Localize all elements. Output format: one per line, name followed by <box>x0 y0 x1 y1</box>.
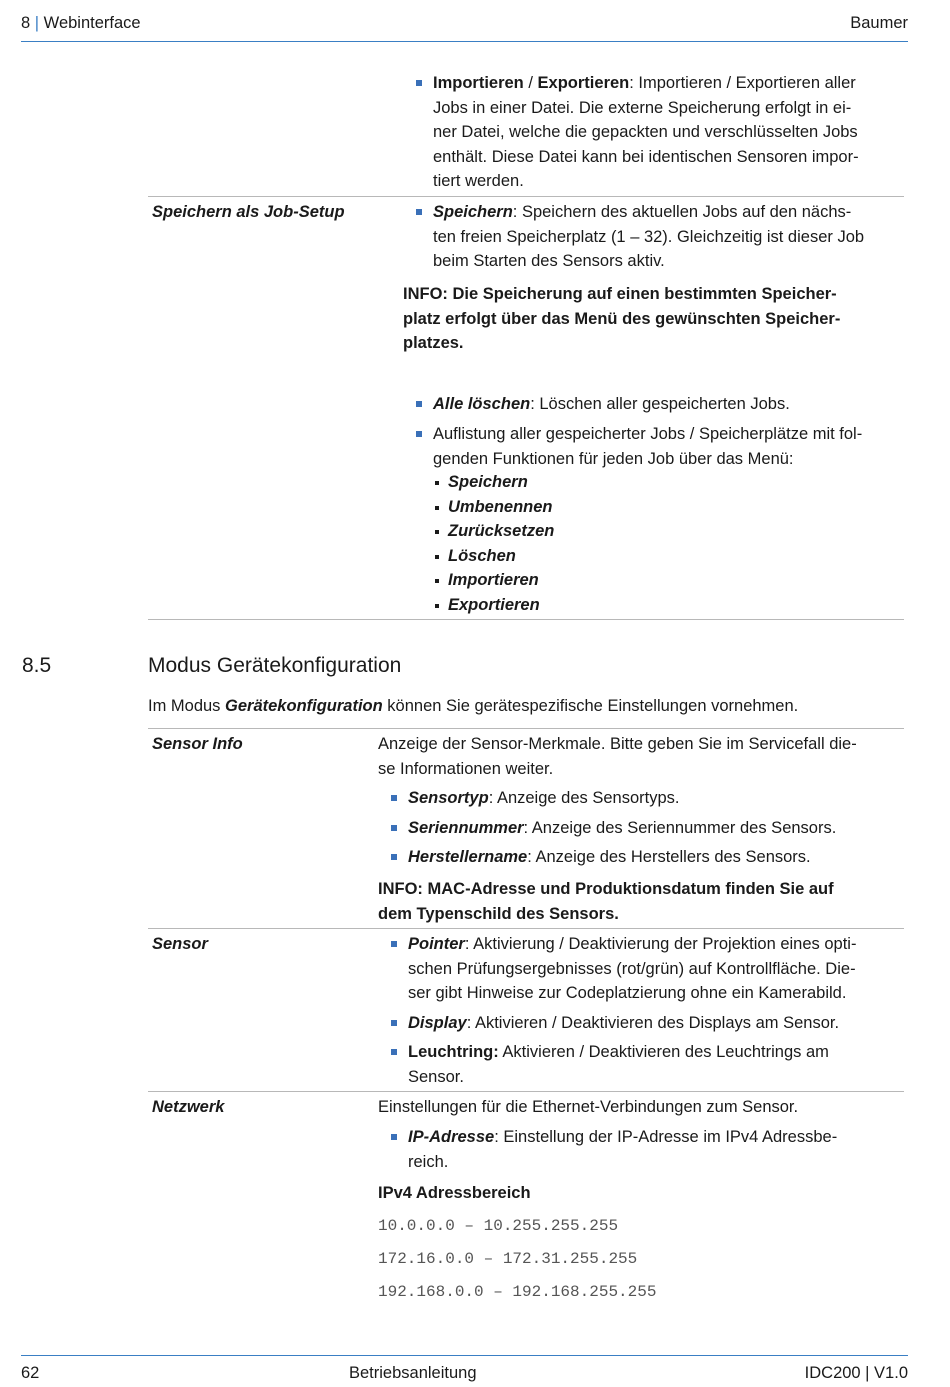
intro-text-pre: Im Modus <box>148 697 226 715</box>
save-text-2: ten freien Speicherplatz (1 – 32). Gleichzeitig ist dieser Job <box>433 227 865 246</box>
serial-number-text: : Anzeige des Seriennummer des Sensors. <box>523 818 837 837</box>
display-text: : Aktivieren / Deaktivieren des Displays am Sensor. <box>466 1013 840 1032</box>
ipv4-range: 10.0.0.0 – 10.255.255.255 <box>378 1217 619 1235</box>
page-footer <box>21 1355 908 1382</box>
function-item: Löschen <box>434 544 734 569</box>
save-text-1: : Speichern des aktuellen Jobs auf den nächs- <box>512 203 852 221</box>
brand-name: Baumer <box>850 14 908 32</box>
section-intro <box>148 694 908 719</box>
save-text-3: beim Starten des Sensors aktiv. <box>433 252 665 271</box>
sensor-type-term: Sensortyp <box>408 789 489 807</box>
export-term: Exportieren <box>537 74 630 92</box>
serial-number-term: Seriennummer <box>408 818 524 837</box>
manufacturer-text: : Anzeige des Herstellers des Sensors. <box>527 848 811 867</box>
import-export-item <box>415 71 905 194</box>
info-mac-line-2: dem Typenschild des Sensors. <box>378 904 619 923</box>
import-term: Importieren <box>433 74 524 92</box>
page-header <box>21 14 908 42</box>
job-list-text-1: Auflistung aller gespeicherter Jobs / Speicherplätze mit fol- <box>433 425 863 443</box>
page-number: 62 <box>21 1364 40 1382</box>
document-type: Betriebsanleitung <box>349 1364 477 1382</box>
save-term: Speichern <box>433 203 513 221</box>
import-text-5: tiert werden. <box>433 172 524 191</box>
ip-address-item <box>390 1125 906 1174</box>
job-list-text-2: genden Funktionen für jeden Job über das Menü: <box>433 449 794 468</box>
import-text-2: Jobs in einer Datei. Die externe Speicherung erfolgt in ei- <box>433 98 852 117</box>
table-divider <box>148 1091 904 1092</box>
function-item: Exportieren <box>434 593 734 618</box>
function-item: Zurücksetzen <box>434 519 734 544</box>
chapter-number: 8 <box>21 14 31 32</box>
display-term: Display <box>408 1013 467 1032</box>
sensor-info-list <box>390 786 906 870</box>
chapter-heading <box>21 14 141 33</box>
table-divider <box>148 196 904 197</box>
chapter-separator: | <box>34 14 40 32</box>
intro-term: Gerätekonfiguration <box>225 697 383 715</box>
sensor-info-text-2: se Informationen weiter. <box>378 759 554 778</box>
import-text-1: : Importieren / Exportieren aller <box>629 74 856 92</box>
import-text-4: enthält. Diese Datei kann bei identischen Sensoren impor- <box>433 147 859 166</box>
job-list-item <box>415 422 905 471</box>
sensor-list <box>390 932 906 1090</box>
info-line-1: INFO: Die Speicherung auf einen bestimmten Speicher- <box>403 285 837 303</box>
function-item: Umbenennen <box>434 495 734 520</box>
pointer-term: Pointer <box>408 935 465 953</box>
sensor-info-label: Sensor Info <box>152 735 243 753</box>
delete-all-term: Alle löschen <box>433 395 531 413</box>
info-line-3: platzes. <box>403 334 464 353</box>
manufacturer-term: Herstellername <box>408 848 528 867</box>
ring-term: Leuchtring: <box>408 1043 499 1062</box>
save-job-setup-label: Speichern als Job-Setup <box>152 203 345 221</box>
ring-text-2: Sensor. <box>408 1067 464 1086</box>
function-item: Speichern <box>434 470 734 495</box>
save-item <box>415 200 905 274</box>
import-text-3: ner Datei, welche die gepackten und verschlüsselten Jobs <box>433 123 858 142</box>
delete-all-text: : Löschen aller gespeicherten Jobs. <box>530 395 790 413</box>
ip-address-text-2: reich. <box>408 1152 449 1171</box>
ring-text-1: Aktivieren / Deaktivieren des Leuchtrings am <box>498 1043 829 1062</box>
product-version: IDC200 | V1.0 <box>804 1364 908 1382</box>
delete-all-item <box>415 392 905 417</box>
pointer-text-1: : Aktivierung / Deaktivierung der Projektion eines opti- <box>464 935 857 953</box>
import-slash: / <box>523 74 538 92</box>
ipv4-range: 192.168.0.0 – 192.168.255.255 <box>378 1283 657 1301</box>
table-divider <box>148 728 904 729</box>
table-divider <box>148 619 904 620</box>
sensor-info-text-1: Anzeige der Sensor-Merkmale. Bitte geben Sie im Servicefall die- <box>378 735 857 753</box>
pointer-text-3: ser gibt Hinweise zur Codeplatzierung ohne ein Kamerabild. <box>408 984 847 1003</box>
pointer-text-2: schen Prüfungsergebnisses (rot/grün) auf Kontrollfläche. Die- <box>408 959 856 978</box>
ip-address-term: IP-Adresse <box>408 1128 495 1146</box>
ip-address-text-1: : Einstellung der IP-Adresse im IPv4 Adressbe- <box>494 1128 838 1146</box>
info-note-mac <box>378 877 906 926</box>
ipv4-range-title: IPv4 Adressbereich <box>378 1184 531 1202</box>
sensor-label: Sensor <box>152 935 208 953</box>
sensor-type-text: : Anzeige des Sensortyps. <box>488 789 680 807</box>
chapter-title: Webinterface <box>43 14 141 32</box>
info-mac-line-1: INFO: MAC-Adresse und Produktionsdatum finden Sie auf <box>378 880 834 898</box>
section-title: Modus Gerätekonfiguration <box>148 654 402 677</box>
network-label: Netzwerk <box>152 1098 225 1116</box>
info-line-2: platz erfolgt über das Menü des gewünschten Speicher- <box>403 309 841 328</box>
intro-text-post: können Sie gerätespezifische Einstellungen vornehmen. <box>382 697 799 715</box>
info-note-save <box>403 282 903 356</box>
sensor-info-desc <box>378 732 906 781</box>
function-list <box>434 470 734 618</box>
section-number: 8.5 <box>22 654 52 677</box>
ipv4-range: 172.16.0.0 – 172.31.255.255 <box>378 1250 638 1268</box>
network-desc: Einstellungen für die Ethernet-Verbindungen zum Sensor. <box>378 1098 799 1116</box>
table-divider <box>148 928 904 929</box>
function-item: Importieren <box>434 568 734 593</box>
